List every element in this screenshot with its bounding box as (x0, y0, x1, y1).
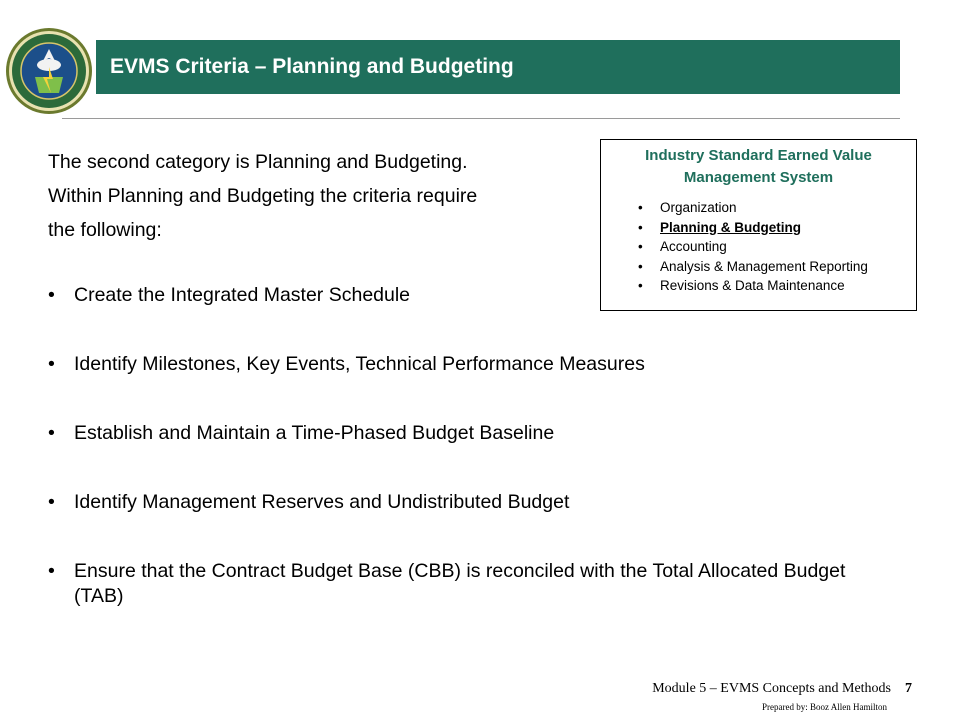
evms-categories-callout (600, 139, 917, 311)
bullet-icon: • (638, 219, 643, 235)
intro-text (48, 145, 608, 247)
callout-title-line: Industry Standard Earned Value (645, 147, 872, 164)
department-of-energy-seal-icon (5, 27, 93, 115)
category-label: Analysis & Management Reporting (660, 258, 868, 274)
bullet-text: Identify Management Reserves and Undistributed Budget (74, 491, 570, 513)
callout-title-line: Management System (683, 169, 834, 186)
category-item (638, 237, 916, 257)
bullet-icon: • (48, 284, 55, 306)
bullet-text: Create the Integrated Master Schedule (74, 284, 411, 306)
footer-module (652, 681, 912, 697)
bullet-icon: • (638, 258, 643, 274)
category-item (638, 257, 916, 277)
callout-title (601, 145, 916, 189)
bullet-text: Establish and Maintain a Time-Phased Budget Baseline (74, 422, 555, 444)
category-label: Planning & Budgeting (660, 219, 801, 235)
bullet-icon: • (48, 491, 55, 513)
bullet-text: Identify Milestones, Key Events, Technical Performance Measures (74, 353, 645, 375)
bullet-item (48, 490, 848, 515)
intro-line: The second category is Planning and Budgeting. (48, 151, 468, 173)
category-item (638, 276, 916, 296)
category-item-active (638, 218, 916, 238)
module-name: Module 5 – EVMS Concepts and Methods (652, 681, 891, 696)
bullet-item (48, 352, 848, 377)
slide-title: EVMS Criteria – Planning and Budgeting (110, 55, 514, 78)
bullet-text: Ensure that the Contract Budget Base (CBB) is reconciled with the Total Allocated Budget (TAB) (74, 560, 846, 607)
callout-category-list (601, 198, 916, 296)
bullet-item (48, 421, 848, 446)
page-number: 7 (905, 681, 912, 696)
bullet-icon: • (48, 560, 55, 582)
bullet-icon: • (638, 200, 643, 215)
prepared-by: Prepared by: Booz Allen Hamilton (762, 702, 887, 712)
title-bar (96, 40, 900, 94)
category-item (638, 198, 916, 218)
bullet-item (48, 559, 848, 609)
criteria-bullet-list (48, 283, 848, 653)
title-divider (62, 118, 900, 119)
category-label: Accounting (660, 239, 727, 254)
bullet-icon: • (48, 422, 55, 444)
intro-line: Within Planning and Budgeting the criteria require (48, 185, 478, 207)
intro-line: the following: (48, 219, 162, 241)
category-label: Organization (660, 200, 737, 215)
bullet-icon: • (638, 278, 643, 293)
category-label: Revisions & Data Maintenance (660, 278, 845, 293)
bullet-icon: • (638, 239, 643, 254)
bullet-icon: • (48, 353, 55, 375)
